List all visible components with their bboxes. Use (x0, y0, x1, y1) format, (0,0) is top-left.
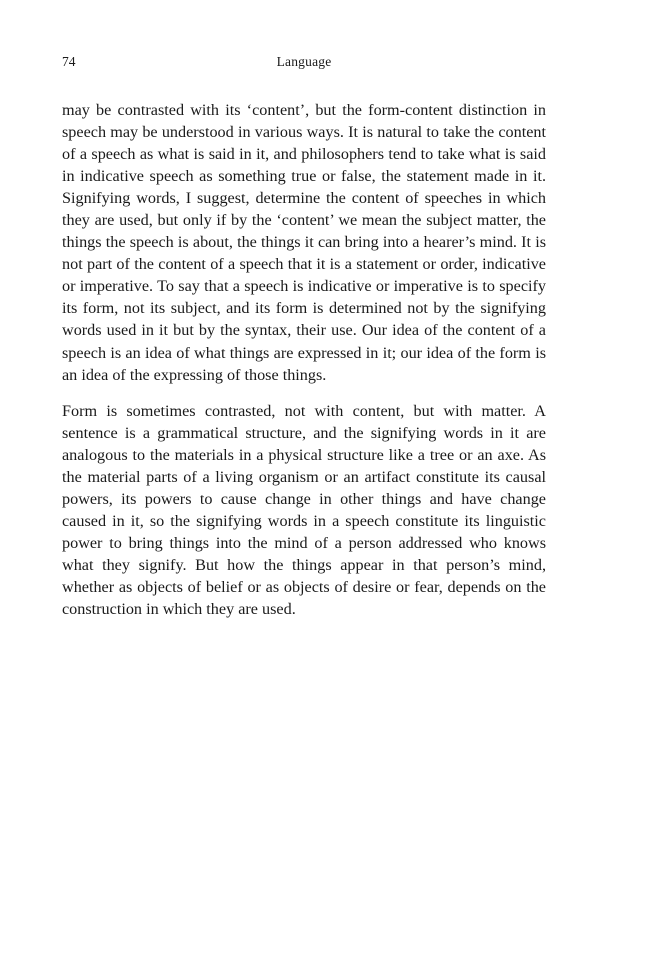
paragraph-form-content: may be contrasted with its ‘content’, but the form-content distinction in speech may be understood in various ways. It is natural to take the content of a speech as what is said in it, and philosophers tend to take what is said in indicative speech as something true or false, the statement made in it. Signifying words, I suggest, determine the content of speeches in which they are used, but only if by the ‘content’ we mean the subject matter, the things the speech is about, the things it can bring into a hearer’s mind. It is not part of the content of a speech that it is a statement or order, indicative or imperative. To say that a speech is indicative or imperative is to specify its form, not its subject, and its form is determined not by the signifying words used in it but by the syntax, their use. Our idea of the content of a speech is an idea of what things are expressed in it; our idea of the form is an idea of the expressing of those things. (62, 101, 546, 384)
paragraph-form-matter: Form is sometimes contrasted, not with content, but with matter. A sentence is a grammatical structure, and the signifying words in it are analogous to the materials in a physical structure like a tree or an axe. As the material parts of a living organism or an artifact constitute its causal powers, its powers to cause change in other things and have change caused in it, so the signifying words in a speech constitute its linguistic power to bring things into the mind of a person addressed who knows what they signify. But how the things appear in that person’s mind, whether as objects of belief or as objects of desire or fear, depends on the construction in which they are used. (62, 401, 546, 619)
page-number: 74 (62, 54, 76, 69)
body-text (62, 99, 546, 620)
running-head (62, 52, 546, 72)
running-title: Language (276, 54, 332, 69)
